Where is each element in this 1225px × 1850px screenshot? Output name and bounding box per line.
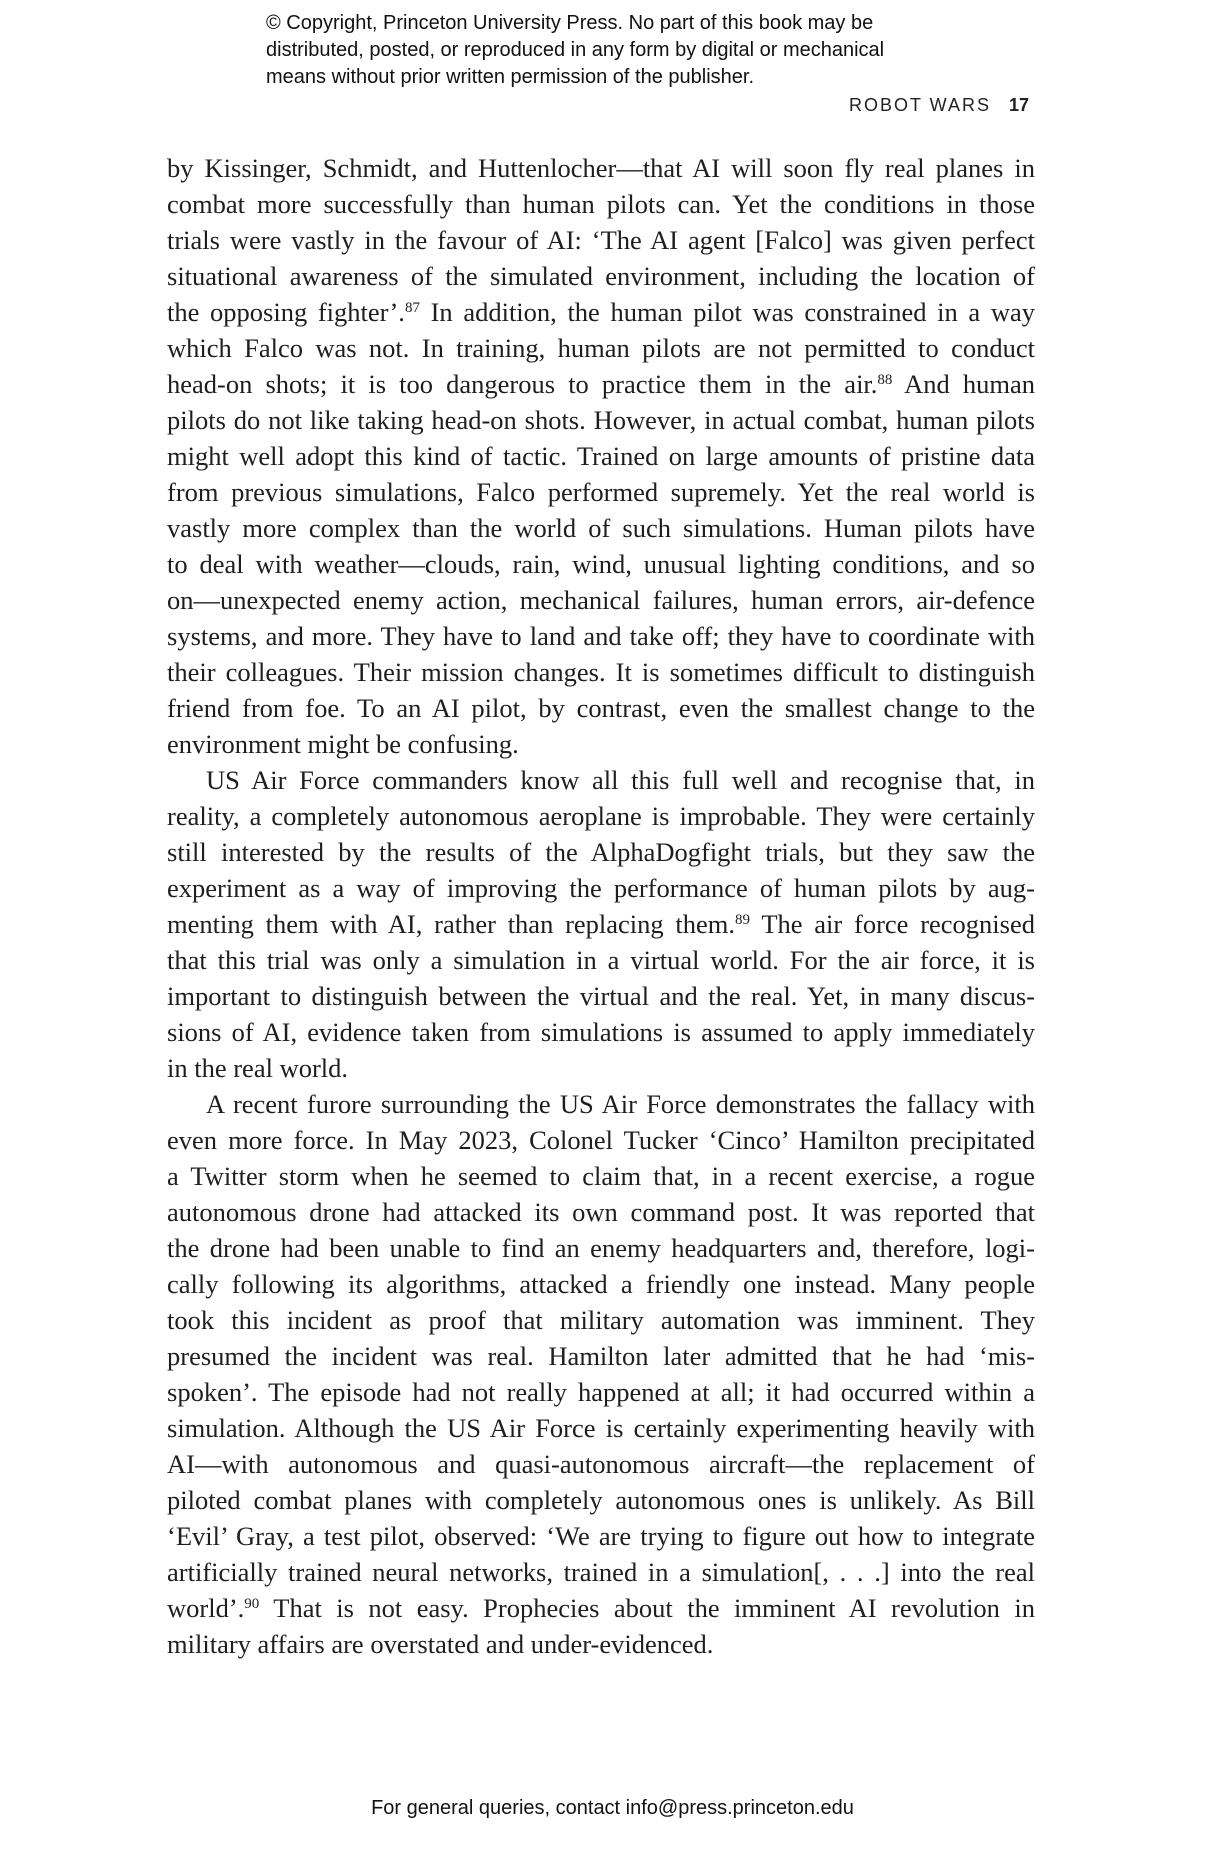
text-segment: simulation. Although the US Air Force is certainly experimenting heavily with — [167, 1413, 1035, 1443]
text-line — [167, 474, 1035, 510]
text-segment: presumed the incident was real. Hamilton later admitted that he had ‘mis- — [167, 1341, 1035, 1371]
text-segment: the drone had been unable to find an enemy headquarters and, therefore, logi- — [167, 1233, 1035, 1263]
text-segment: pilots do not like taking head-on shots. However, in actual combat, human pilots — [167, 405, 1035, 435]
text-line — [167, 1338, 1035, 1374]
text-segment: spoken’. The episode had not really happened at all; it had occurred within a — [167, 1377, 1035, 1407]
text-segment: vastly more complex than the world of such simulations. Human pilots have — [167, 513, 1035, 543]
copyright-notice — [266, 10, 884, 91]
text-segment: systems, and more. They have to land and take off; they have to coordinate with — [167, 621, 1035, 651]
footnote-ref: 89 — [735, 912, 751, 928]
text-segment: their colleagues. Their mission changes. It is sometimes difficult to distinguish — [167, 657, 1035, 687]
text-segment: piloted combat planes with completely autonomous ones is unlikely. As Bill — [167, 1485, 1035, 1515]
body-text — [167, 150, 1035, 1662]
copyright-line: © Copyright, Princeton University Press. No part of this book may be — [266, 12, 874, 34]
text-segment: by Kissinger, Schmidt, and Huttenlocher—that AI will soon fly real planes in — [167, 153, 1035, 183]
text-segment: That is not easy. Prophecies about the imminent AI revolution in — [259, 1593, 1035, 1623]
text-segment: even more force. In May 2023, Colonel Tucker ‘Cinco’ Hamilton precipitated — [167, 1125, 1035, 1155]
text-segment: In addition, the human pilot was constrained in a way — [419, 297, 1035, 327]
text-line — [167, 762, 1035, 798]
paragraph — [167, 150, 1035, 762]
text-line — [167, 834, 1035, 870]
text-line — [167, 1086, 1035, 1122]
text-segment: the opposing fighter’. — [167, 297, 405, 327]
text-line — [167, 366, 1035, 402]
text-line — [167, 1194, 1035, 1230]
text-line — [167, 618, 1035, 654]
text-segment: situational awareness of the simulated environment, including the location of — [167, 261, 1035, 291]
text-segment: trials were vastly in the favour of AI: ‘The AI agent [Falco] was given perfect — [167, 225, 1035, 255]
text-line — [167, 222, 1035, 258]
text-line — [167, 1014, 1035, 1050]
text-line — [167, 906, 1035, 942]
text-segment: might well adopt this kind of tactic. Trained on large amounts of pristine data — [167, 441, 1035, 471]
text-line — [167, 1230, 1035, 1266]
text-line — [167, 690, 1035, 726]
text-line — [167, 294, 1035, 330]
paragraph — [167, 762, 1035, 1086]
text-line — [167, 942, 1035, 978]
page-number: 17 — [1008, 95, 1029, 115]
text-line — [167, 1554, 1035, 1590]
text-segment: in the real world. — [167, 1053, 349, 1083]
text-line — [167, 1050, 1035, 1086]
text-segment: cally following its algorithms, attacked a friendly one instead. Many people — [167, 1269, 1035, 1299]
text-segment: important to distinguish between the virtual and the real. Yet, in many discus- — [167, 981, 1035, 1011]
text-line — [167, 258, 1035, 294]
text-segment: The air force recognised — [750, 909, 1035, 939]
running-head — [849, 95, 1029, 116]
text-segment: head-on shots; it is too dangerous to practice them in the air. — [167, 369, 878, 399]
copyright-line: means without prior written permission of the publisher. — [266, 66, 755, 88]
text-line — [167, 186, 1035, 222]
text-segment: from previous simulations, Falco performed supremely. Yet the real world is — [167, 477, 1035, 507]
text-line — [167, 978, 1035, 1014]
text-line — [167, 1482, 1035, 1518]
text-line — [167, 150, 1035, 186]
text-segment: which Falco was not. In training, human pilots are not permitted to conduct — [167, 333, 1035, 363]
footnote-ref: 87 — [404, 300, 420, 316]
text-line — [167, 438, 1035, 474]
text-segment: a Twitter storm when he seemed to claim that, in a recent exercise, a rogue — [167, 1161, 1035, 1191]
text-segment: US Air Force commanders know all this full well and recognise that, in — [206, 765, 1035, 795]
text-line — [167, 1374, 1035, 1410]
paragraph — [167, 1086, 1035, 1662]
text-segment: that this trial was only a simulation in a virtual world. For the air force, it is — [167, 945, 1035, 975]
text-segment: menting them with AI, rather than replacing them. — [167, 909, 736, 939]
text-segment: AI—with autonomous and quasi-autonomous aircraft—the replacement of — [167, 1449, 1035, 1479]
text-segment: autonomous drone had attacked its own command post. It was reported that — [167, 1197, 1035, 1227]
text-segment: environment might be confusing. — [167, 729, 519, 759]
text-line — [167, 1518, 1035, 1554]
text-line — [167, 654, 1035, 690]
footnote-ref: 90 — [244, 1596, 260, 1612]
text-line — [167, 1590, 1035, 1626]
text-segment: And human — [892, 369, 1035, 399]
text-segment: world’. — [167, 1593, 245, 1623]
text-line — [167, 798, 1035, 834]
text-segment: sions of AI, evidence taken from simulations is assumed to apply immediately — [167, 1017, 1035, 1047]
text-line — [167, 402, 1035, 438]
text-line — [167, 546, 1035, 582]
text-segment: ‘Evil’ Gray, a test pilot, observed: ‘We are trying to figure out how to integrate — [167, 1521, 1035, 1551]
text-line — [167, 1266, 1035, 1302]
footer-contact: For general queries, contact info@press.princeton.edu — [371, 1797, 854, 1819]
text-line — [167, 582, 1035, 618]
text-line — [167, 1446, 1035, 1482]
text-line — [167, 510, 1035, 546]
text-segment: experiment as a way of improving the performance of human pilots by aug- — [167, 873, 1035, 903]
text-line — [167, 1158, 1035, 1194]
text-segment: A recent furore surrounding the US Air Force demonstrates the fallacy with — [206, 1089, 1035, 1119]
text-line — [167, 726, 1035, 762]
text-line — [167, 1626, 1035, 1662]
text-line — [167, 1302, 1035, 1338]
text-line — [167, 1122, 1035, 1158]
text-segment: reality, a completely autonomous aeroplane is improbable. They were certainly — [167, 801, 1035, 831]
text-segment: took this incident as proof that military automation was imminent. They — [167, 1305, 1035, 1335]
text-segment: friend from foe. To an AI pilot, by contrast, even the smallest change to the — [167, 693, 1035, 723]
text-line — [167, 870, 1035, 906]
text-segment: still interested by the results of the AlphaDogfight trials, but they saw the — [167, 837, 1035, 867]
text-segment: to deal with weather—clouds, rain, wind, unusual lighting conditions, and so — [167, 549, 1035, 579]
text-segment: artificially trained neural networks, trained in a simulation[, . . .] into the real — [167, 1557, 1035, 1587]
text-line — [167, 1410, 1035, 1446]
text-segment: military affairs are overstated and under-evidenced. — [167, 1629, 714, 1659]
text-line — [167, 330, 1035, 366]
text-segment: combat more successfully than human pilots can. Yet the conditions in those — [167, 189, 1035, 219]
chapter-title: ROBOT WARS — [848, 95, 991, 115]
footnote-ref: 88 — [877, 372, 893, 388]
text-segment: on—unexpected enemy action, mechanical failures, human errors, air-defence — [167, 585, 1035, 615]
copyright-line: distributed, posted, or reproduced in any form by digital or mechanical — [266, 39, 885, 61]
